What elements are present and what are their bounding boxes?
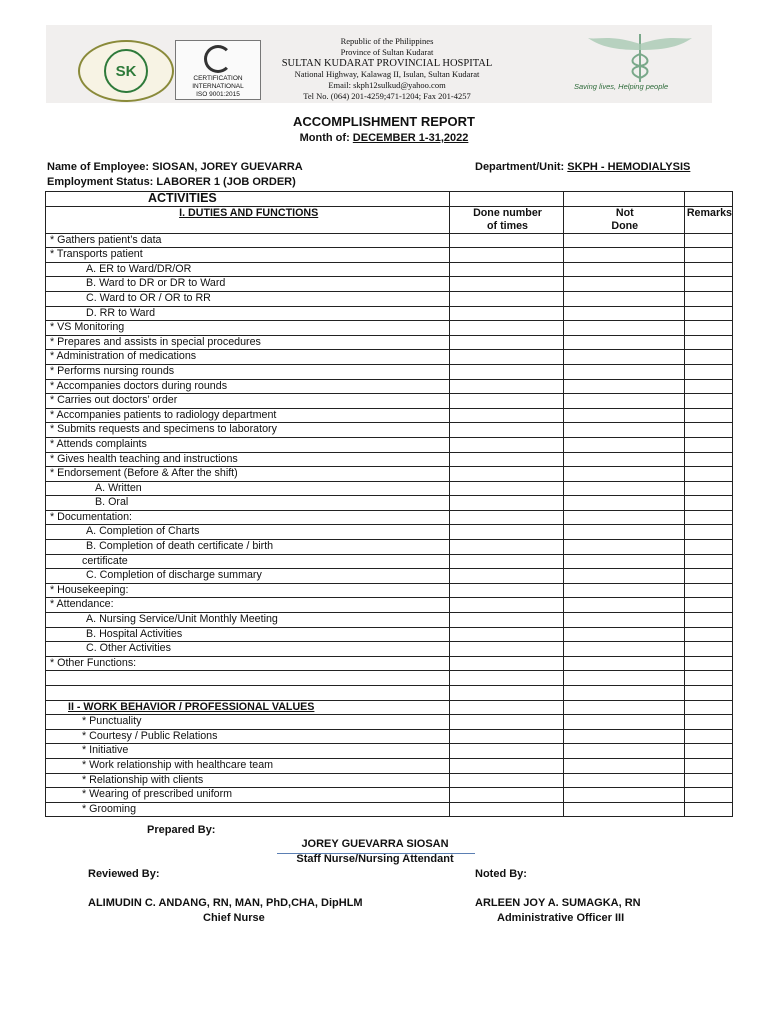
duty-row [46,408,733,423]
behavior-section-row [46,700,733,715]
done-header-line2: of times [487,219,528,232]
blank-row [46,671,733,686]
duty-row [46,277,733,292]
remarks-cell [684,481,732,496]
done-cell [450,291,563,306]
done-cell [450,788,563,803]
done-cell [450,262,563,277]
remarks-cell [684,262,732,277]
remarks-cell [684,540,732,555]
remarks-cell [684,437,732,452]
done-cell [450,627,563,642]
duty-cell [46,554,450,569]
duty-label: B. Ward to DR or DR to Ward [86,277,226,290]
not-done-cell [563,423,684,438]
duty-label: C. Completion of discharge summary [86,569,262,582]
not-done-cell [563,656,684,671]
not-done-cell [563,744,684,759]
duty-cell [46,321,450,336]
not-done-cell [563,569,684,584]
remarks-cell [684,233,732,248]
duty-label: * Transports patient [50,248,143,261]
remarks-cell [684,291,732,306]
remarks-cell [684,510,732,525]
report-month [0,132,768,144]
not-done-cell [563,715,684,730]
duty-row [46,437,733,452]
not-done-cell [563,598,684,613]
not-done-cell [563,496,684,511]
not-done-cell [563,350,684,365]
remarks-cell [684,583,732,598]
prepared-by-title: Staff Nurse/Nursing Attendant [296,853,454,865]
remarks-cell [684,379,732,394]
behavior-rows [46,715,733,817]
duty-cell [46,481,450,496]
duty-row [46,335,733,350]
duty-cell [46,277,450,292]
duty-cell [46,423,450,438]
duty-cell [46,598,450,613]
duty-label: * Administration of medications [50,350,197,363]
done-cell [450,467,563,482]
remarks-cell [684,773,732,788]
done-cell [450,277,563,292]
done-cell [450,525,563,540]
not-done-header-line2: Done [611,219,639,232]
duty-label: A. ER to Ward/DR/OR [86,262,192,275]
reviewed-by-name: ALIMUDIN C. ANDANG, RN, MAN, PhD,CHA, DipHLM [88,897,363,909]
done-cell [450,540,563,555]
remarks-cell [684,408,732,423]
duty-label: B. Hospital Activities [86,627,183,640]
remarks-cell [684,613,732,628]
remarks-cell [684,642,732,657]
remarks-cell [684,598,732,613]
not-done-cell [563,481,684,496]
done-cell [450,248,563,263]
not-done-cell [563,291,684,306]
done-cell [450,569,563,584]
done-cell [450,554,563,569]
remarks-cell [684,554,732,569]
remarks-cell [684,306,732,321]
behavior-label: * Relationship with clients [82,773,204,786]
done-cell [450,758,563,773]
cert-iso: ISO 9001:2015 [196,91,240,98]
not-done-cell [563,335,684,350]
duty-cell [46,437,450,452]
activities-header: ACTIVITIES [46,192,450,207]
duty-label: * Performs nursing rounds [50,364,175,377]
duty-row [46,233,733,248]
iso-certification-logo [175,40,261,100]
remarks-cell [684,715,732,730]
duty-label: B. Completion of death certificate / birth [86,540,274,553]
duty-row [46,394,733,409]
behavior-cell [46,715,450,730]
duty-cell [46,627,450,642]
remarks-cell [684,788,732,803]
done-cell [450,335,563,350]
month-label: Month of: [299,132,350,144]
behavior-row [46,715,733,730]
remarks-cell [684,364,732,379]
duty-cell [46,656,450,671]
not-done-cell [563,613,684,628]
duty-label: * Other Functions: [50,656,137,669]
seal-monogram: SK [104,49,148,93]
done-cell [450,408,563,423]
not-done-cell [563,758,684,773]
not-done-cell [563,467,684,482]
not-done-cell [563,729,684,744]
accomplishment-table [45,191,733,817]
duty-label: C. Other Activities [86,642,171,655]
not-done-cell [563,554,684,569]
duty-row [46,306,733,321]
done-cell [450,423,563,438]
not-done-cell [563,321,684,336]
duty-row [46,481,733,496]
employee-name-line [47,161,303,173]
not-done-cell [563,248,684,263]
column-header-row [46,206,733,233]
duty-label: D. RR to Ward [86,306,156,319]
duty-row [46,525,733,540]
remarks-cell [684,627,732,642]
done-cell [450,715,563,730]
done-cell [450,437,563,452]
duty-row [46,510,733,525]
department-value: SKPH - HEMODIALYSIS [567,161,691,173]
behavior-cell [46,744,450,759]
not-done-cell [563,233,684,248]
duty-row [46,379,733,394]
noted-by-name: ARLEEN JOY A. SUMAGKA, RN [475,897,641,909]
remarks-cell [684,758,732,773]
behavior-label: * Courtesy / Public Relations [82,729,218,742]
behavior-row [46,758,733,773]
duty-label: B. Oral [95,496,129,509]
duty-cell [46,233,450,248]
employment-status: LABORER 1 (JOB ORDER) [156,176,296,188]
behavior-cell [46,729,450,744]
not-done-column-header [563,206,684,233]
phone-line: Tel No. (064) 201-4259;471-1204; Fax 201-4257 [303,91,471,101]
remarks-cell [684,423,732,438]
section-title: I. DUTIES AND FUNCTIONS [179,206,319,219]
behavior-label: * Grooming [82,802,137,815]
caduceus-icon [580,30,700,84]
remarks-cell [684,350,732,365]
duty-label: * VS Monitoring [50,321,125,334]
remarks-cell [684,744,732,759]
duty-cell [46,394,450,409]
duty-cell [46,510,450,525]
duty-cell [46,452,450,467]
certification-ring-icon [204,45,232,73]
behavior-row [46,773,733,788]
duty-label: A. Nursing Service/Unit Monthly Meeting [86,613,278,626]
not-done-cell [563,802,684,817]
blank-header-cell [563,192,684,207]
behavior-cell [46,802,450,817]
not-done-header-line1: Not [615,206,634,219]
duty-cell [46,408,450,423]
duty-row [46,452,733,467]
duty-label: * Accompanies doctors during rounds [50,379,228,392]
done-cell [450,744,563,759]
not-done-cell [563,788,684,803]
blank-row [46,686,733,701]
duty-cell [46,540,450,555]
duty-cell [46,335,450,350]
duty-row [46,613,733,628]
employment-status-line [47,176,296,188]
report-title: ACCOMPLISHMENT REPORT [293,114,475,129]
behavior-cell [46,758,450,773]
table-header-row [46,192,733,207]
behavior-section-header [46,700,450,715]
done-cell [450,379,563,394]
done-cell [450,452,563,467]
employee-name: SIOSAN, JOREY GUEVARRA [152,161,303,173]
remarks-cell [684,729,732,744]
behavior-row [46,744,733,759]
hospital-tagline: Saving lives, Helping people [574,82,669,91]
remarks-cell [684,452,732,467]
remarks-cell [684,802,732,817]
behavior-row [46,802,733,817]
hospital-letterhead [262,36,512,102]
behavior-label: * Initiative [82,744,129,757]
remarks-cell [684,467,732,482]
remarks-cell [684,277,732,292]
done-cell [450,773,563,788]
duties-rows [46,233,733,671]
done-header-line1: Done number [473,206,542,219]
not-done-cell [563,773,684,788]
duty-row [46,321,733,336]
duty-cell [46,364,450,379]
not-done-cell [563,437,684,452]
behavior-cell [46,788,450,803]
duty-label: * Prepares and assists in special procedures [50,335,261,348]
behavior-label: * Wearing of prescribed uniform [82,788,233,801]
duty-row [46,656,733,671]
noted-by-title: Administrative Officer III [497,912,625,924]
provincial-seal-logo [78,40,174,102]
remarks-column-header: Remarks [684,206,732,233]
duty-row [46,598,733,613]
duty-row [46,642,733,657]
remarks-cell [684,569,732,584]
done-cell [450,729,563,744]
duty-cell [46,262,450,277]
duty-label: * Submits requests and specimens to laboratory [50,423,277,436]
done-cell [450,233,563,248]
duty-cell [46,306,450,321]
duty-row [46,248,733,263]
done-cell [450,510,563,525]
duty-label: * Housekeeping: [50,583,129,596]
employment-status-label: Employment Status: [47,176,154,188]
done-cell [450,364,563,379]
not-done-cell [563,583,684,598]
duty-cell [46,642,450,657]
duty-cell [46,496,450,511]
employee-name-label: Name of Employee: [47,161,150,173]
duty-row [46,423,733,438]
done-cell [450,350,563,365]
duty-row [46,569,733,584]
not-done-cell [563,394,684,409]
prepared-by-label: Prepared By: [147,824,216,836]
duty-label: * Documentation: [50,510,132,523]
remarks-cell [684,496,732,511]
remarks-cell [684,335,732,350]
duty-row [46,627,733,642]
behavior-label: * Punctuality [82,715,142,728]
duty-label: * Gathers patient’s data [50,233,162,246]
done-cell [450,656,563,671]
duty-label: * Endorsement (Before & After the shift) [50,467,238,480]
done-cell [450,802,563,817]
not-done-cell [563,525,684,540]
section-title: II - WORK BEHAVIOR / PROFESSIONAL VALUES [68,700,315,713]
duty-row [46,291,733,306]
duty-cell [46,248,450,263]
remarks-cell [684,248,732,263]
remarks-cell [684,525,732,540]
hospital-name: SULTAN KUDARAT PROVINCIAL HOSPITAL [281,58,493,69]
done-cell [450,583,563,598]
email-line: Email: skph12sulkud@yahoo.com [328,80,446,90]
not-done-cell [563,452,684,467]
remarks-cell [684,656,732,671]
duty-row [46,583,733,598]
department-label: Department/Unit: [475,161,565,173]
duty-cell [46,569,450,584]
not-done-cell [563,510,684,525]
duty-row [46,554,733,569]
duty-label: * Carries out doctors’ order [50,394,178,407]
province-line: Province of Sultan Kudarat [340,47,434,57]
prepared-by-name: JOREY GUEVARRA SIOSAN [301,838,449,850]
done-cell [450,481,563,496]
not-done-cell [563,408,684,423]
reviewed-by-label: Reviewed By: [88,868,160,880]
duty-label: * Attendance: [50,598,114,611]
duty-row [46,262,733,277]
done-cell [450,496,563,511]
duty-label: certificate [82,554,128,567]
behavior-cell [46,773,450,788]
duties-section-header [46,206,450,233]
duty-cell [46,467,450,482]
duty-row [46,350,733,365]
duty-label: * Attends complaints [50,437,147,450]
month-value: DECEMBER 1-31,2022 [352,132,469,144]
not-done-cell [563,306,684,321]
not-done-cell [563,627,684,642]
republic-line: Republic of the Philippines [340,36,434,46]
duty-label: A. Written [95,481,142,494]
duty-cell [46,525,450,540]
duty-label: A. Completion of Charts [86,525,200,538]
behavior-row [46,788,733,803]
behavior-label: * Work relationship with healthcare team [82,758,274,771]
noted-by-label: Noted By: [475,868,527,880]
not-done-cell [563,540,684,555]
blank-header-cell [684,192,732,207]
cert-label: CERTIFICATION INTERNATIONAL [192,75,244,90]
duty-cell [46,583,450,598]
done-cell [450,306,563,321]
done-cell [450,642,563,657]
blank-header-cell [450,192,563,207]
department-line [475,161,690,173]
duty-label: C. Ward to OR / OR to RR [86,291,211,304]
duty-row [46,467,733,482]
address-line: National Highway, Kalawag II, Isulan, Sultan Kudarat [294,69,480,79]
remarks-cell [684,394,732,409]
duty-label: * Gives health teaching and instructions [50,452,238,465]
done-cell [450,613,563,628]
duty-cell [46,379,450,394]
not-done-cell [563,642,684,657]
done-column-header [450,206,563,233]
duty-row [46,540,733,555]
remarks-cell [684,321,732,336]
not-done-cell [563,262,684,277]
not-done-cell [563,379,684,394]
done-cell [450,321,563,336]
done-cell [450,394,563,409]
duty-cell [46,350,450,365]
not-done-cell [563,277,684,292]
reviewed-by-title: Chief Nurse [203,912,265,924]
not-done-cell [563,364,684,379]
duty-row [46,496,733,511]
duty-label: * Accompanies patients to radiology department [50,408,277,421]
duty-cell [46,613,450,628]
duty-row [46,364,733,379]
behavior-row [46,729,733,744]
duty-cell [46,291,450,306]
done-cell [450,598,563,613]
